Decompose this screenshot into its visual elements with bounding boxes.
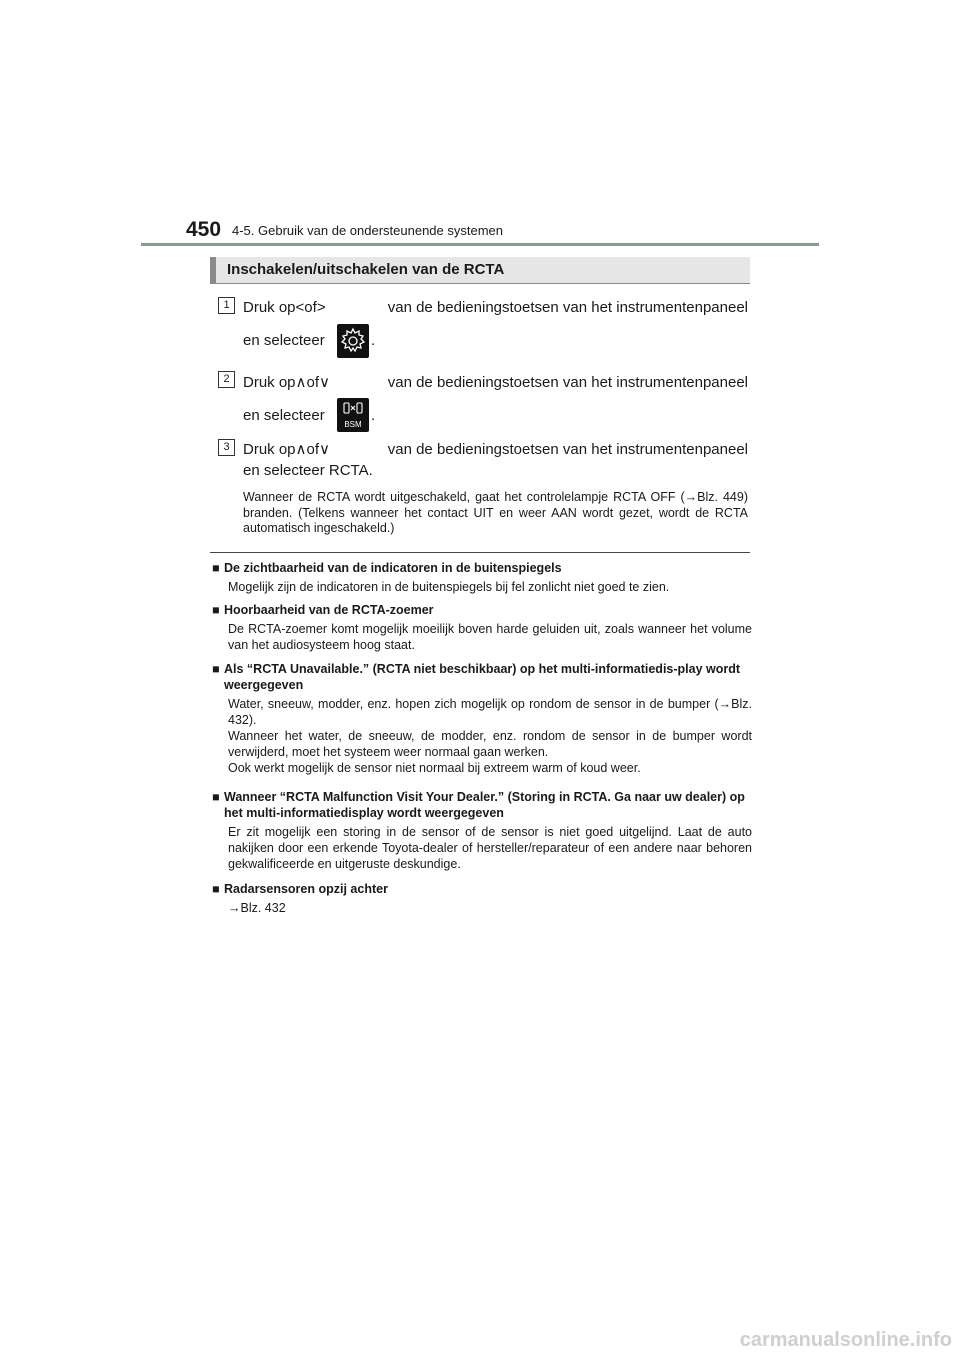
info-body: Mogelijk zijn de indicatoren in de buitenspiegels bij fel zonlicht niet goed te zien. — [228, 580, 670, 594]
info-heading: De zichtbaarheid van de indicatoren in de buitenspiegels — [224, 561, 562, 575]
info-body: Er zit mogelijk een storing in de sensor of de sensor is niet goed uitgelijnd. Laat de auto nakijken door een erkende Toyota-dealer of hersteller/reparateur of een andere naar behoren gekwalificeerde en uitgeruste deskundige. — [228, 825, 752, 871]
section-title: Inschakelen/uitschakelen van de RCTA — [227, 261, 505, 278]
info-item — [212, 789, 752, 872]
step-1-line2 — [243, 332, 325, 349]
square-bullet-icon: ■ — [212, 790, 220, 804]
step-3-sym-b: ∨ — [319, 441, 331, 458]
step-1-sym-a: < — [295, 299, 305, 316]
info-item — [212, 560, 752, 595]
step-1-sym-b: > — [316, 299, 326, 316]
settings-gear-icon — [337, 324, 369, 358]
info-item — [212, 661, 752, 776]
step-2-sym-a: ∧ — [295, 374, 307, 391]
info-body-line: Wanneer het water, de sneeuw, de modder, enz. rondom de sensor in de bumper wordt verwijderd, moet het systeem weer normaal gaan werken. — [228, 729, 752, 759]
info-body-line: Ook werkt mogelijk de sensor niet normaal bij extreem warm of koud weer. — [228, 761, 641, 775]
step-2-line2 — [243, 407, 325, 424]
divider — [210, 552, 750, 553]
step-1-rest: van de bedieningstoetsen van het instrumentenpaneel — [387, 299, 748, 316]
bsm-icon — [337, 398, 369, 432]
info-body — [212, 696, 752, 776]
step-2-select-label: en selecteer — [243, 407, 325, 424]
step-2-line1 — [243, 374, 748, 392]
step-2-druk: Druk op — [243, 374, 296, 391]
info-heading: Hoorbaarheid van de RCTA-zoemer — [224, 603, 434, 617]
info-item — [212, 881, 752, 916]
info-body: De RCTA-zoemer komt mogelijk moeilijk boven harde geluiden uit, zoals wanneer het volume van het audiosysteem hoog staat. — [228, 622, 752, 652]
step-1-period: . — [371, 332, 376, 349]
info-body: →Blz. 432 — [228, 901, 286, 915]
step-3-rest: van de bedieningstoetsen van het instrumentenpaneel — [387, 441, 748, 458]
step-3-note: Wanneer de RCTA wordt uitgeschakeld, gaat het controlelampje RCTA OFF (→Blz. 449) branden. (Telkens wanneer het contact UIT en weer AAN wordt gezet, wordt de RCTA automatisch ingeschakeld.) — [243, 490, 748, 535]
step-number-3: 3 — [218, 439, 235, 456]
step-3-line1 — [243, 441, 748, 459]
info-heading: Radarsensoren opzij achter — [224, 882, 388, 896]
step-2-sym-b: ∨ — [319, 374, 331, 391]
square-bullet-icon: ■ — [212, 882, 220, 896]
info-body-line: Water, sneeuw, modder, enz. hopen zich mogelijk op rondom de sensor in de bumper (→Blz. 432). — [228, 697, 752, 727]
info-heading: Wanneer “RCTA Malfunction Visit Your Dealer.” (Storing in RCTA. Ga naar uw dealer) op het multi-informatiedisplay wordt weergegeven — [224, 790, 745, 820]
chapter-title: 4-5. Gebruik van de ondersteunende systemen — [232, 223, 504, 238]
bsm-icon-text: BSM — [344, 420, 362, 429]
info-heading: Als “RCTA Unavailable.” (RCTA niet beschikbaar) op het multi-informatiedis-play wordt weergegeven — [224, 662, 741, 692]
info-item — [212, 602, 752, 653]
step-3-line2: en selecteer RCTA. — [243, 462, 373, 479]
step-3-sym-a: ∧ — [295, 441, 307, 458]
step-2-period: . — [371, 407, 376, 424]
square-bullet-icon: ■ — [212, 603, 220, 617]
step-1-druk: Druk op — [243, 299, 296, 316]
step-2-rest: van de bedieningstoetsen van het instrumentenpaneel — [387, 374, 748, 391]
step-number-2: 2 — [218, 371, 235, 388]
step-1-of: of — [304, 299, 317, 316]
step-3-druk: Druk op — [243, 441, 296, 458]
watermark: carmanualsonline.info — [739, 1329, 952, 1351]
square-bullet-icon: ■ — [212, 662, 220, 676]
step-2-of: of — [306, 374, 320, 391]
step-number-1: 1 — [218, 297, 235, 314]
square-bullet-icon: ■ — [212, 561, 220, 575]
section-accent — [210, 257, 216, 284]
step-1-line1 — [243, 299, 748, 317]
page-number: 450 — [186, 218, 222, 241]
section-bar — [210, 257, 750, 284]
header-rule — [141, 243, 819, 246]
step-3-of: of — [306, 441, 320, 458]
step-1-select-label: en selecteer — [243, 332, 325, 349]
